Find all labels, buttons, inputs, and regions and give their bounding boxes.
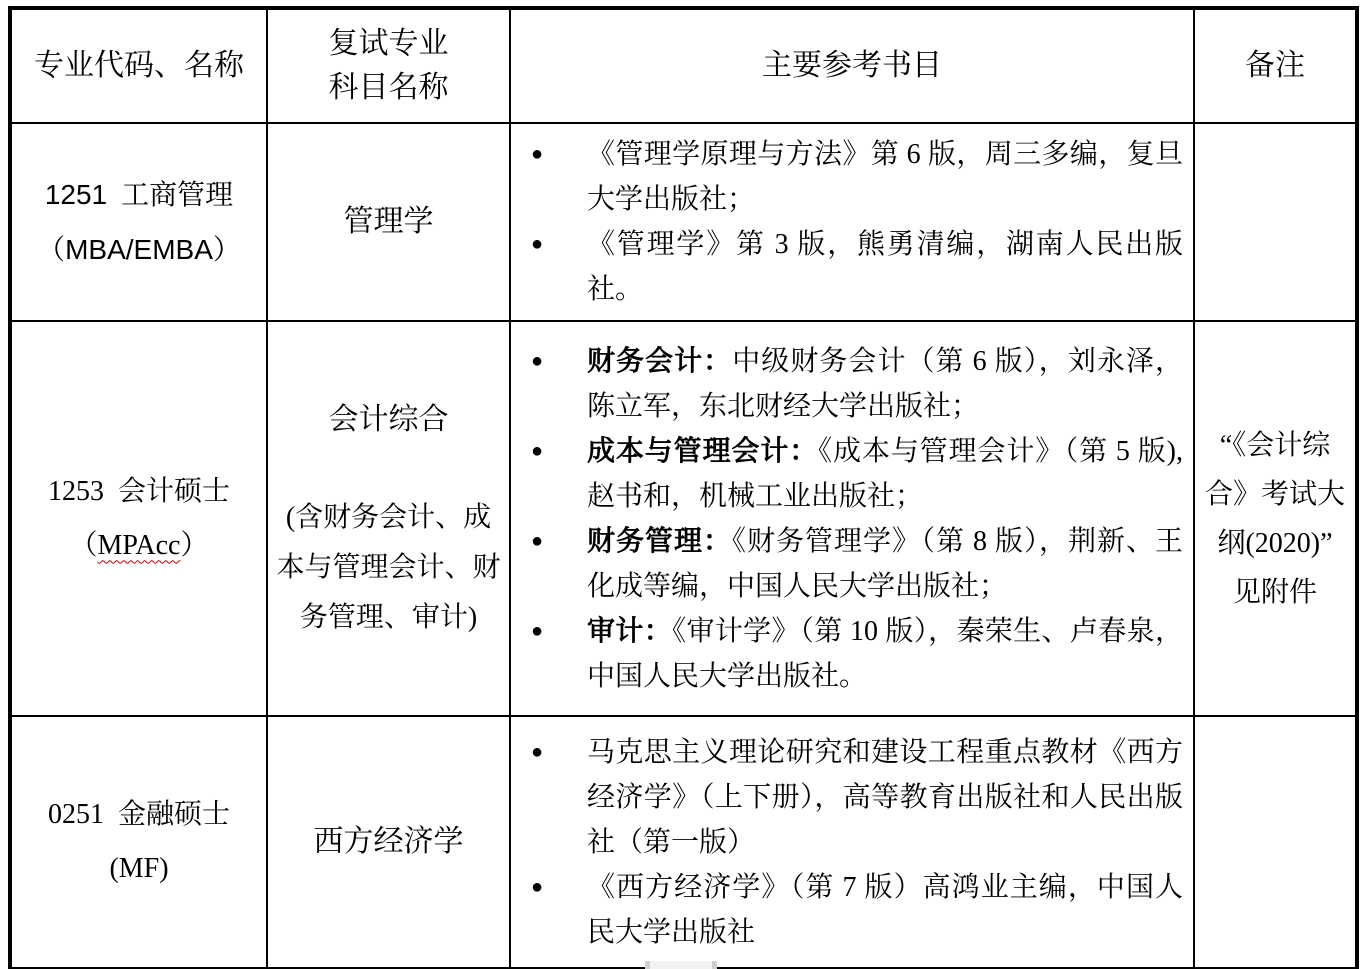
book-list-item [531, 730, 1183, 865]
book-text: 《审计学》（第 10 版），秦荣生、卢春泉，中国人民大学出版社。 [587, 615, 1183, 692]
major-code-cell [10, 716, 267, 969]
exam-subject-note-line: 务管理、审计) [299, 601, 478, 633]
col-header-exam-subject [267, 8, 510, 123]
exam-subject-note-line: (含财务会计、成 [285, 501, 492, 533]
major-code-line1: 1251 工商管理 [44, 178, 234, 211]
book-label: 财务管理： [587, 525, 732, 557]
bullet-icon: ● [531, 529, 544, 552]
col-header-reference-books: 主要参考书目 [510, 8, 1194, 123]
exam-subject-note-line: 本与管理会计、财 [276, 551, 501, 583]
reference-books-cell [510, 123, 1194, 321]
exam-subject-cell [267, 321, 510, 716]
remarks-line: 见附件 [1232, 576, 1317, 608]
book-list-item [531, 222, 1183, 312]
book-list-item [531, 609, 1183, 699]
major-code-line2: （MPAcc） [69, 529, 209, 561]
book-list-item [531, 339, 1183, 429]
bullet-icon: ● [531, 619, 544, 642]
book-text: 《西方经济学》（第 7 版）高鸿业主编，中国人民大学出版社 [587, 871, 1183, 948]
book-label: 财务会计： [587, 345, 733, 377]
header-row [10, 8, 1357, 123]
table-row [10, 321, 1357, 716]
major-code-cell [10, 123, 267, 321]
major-code-line2: （MBA/EMBA） [37, 233, 241, 265]
remarks-line: 纲(2020)” [1217, 527, 1333, 559]
book-text: 《管理学原理与方法》第 6 版，周三多编，复旦大学出版社； [587, 139, 1183, 215]
book-label: 审计： [587, 615, 673, 647]
exam-subject-title: 管理学 [343, 205, 434, 238]
reference-books-cell [510, 716, 1194, 969]
book-text: 《成本与管理会计》（第 5 版), 赵书和，机械工业出版社； [587, 435, 1183, 512]
book-text: 马克思主义理论研究和建设工程重点教材《西方经济学》（上下册），高等教育出版社和人民出版社（第一版） [587, 736, 1183, 858]
spellcheck-underline: MPAcc [97, 529, 181, 561]
reference-books-table [8, 6, 1359, 969]
exam-subject-title: 西方经济学 [313, 825, 464, 858]
scrollbar-thumb-cap [712, 961, 717, 969]
horizontal-scrollbar-thumb[interactable] [645, 961, 717, 969]
book-label: 成本与管理会计： [587, 435, 819, 467]
table-row [10, 123, 1357, 321]
book-list-item [531, 865, 1183, 955]
bullet-icon: ● [531, 233, 544, 255]
major-code-line1: 1253 会计硕士 [47, 475, 230, 507]
remarks-line: 合》考试大 [1204, 478, 1345, 510]
remarks-cell [1194, 716, 1357, 969]
col-header-remarks: 备注 [1194, 8, 1357, 123]
col-header-exam-subject-line1: 复试专业 [328, 27, 449, 60]
book-text: 《财务管理学》（第 8 版），荆新、王化成等编，中国人民大学出版社； [587, 525, 1183, 602]
reference-books-cell [510, 321, 1194, 716]
remarks-cell [1194, 321, 1357, 716]
major-code-line1: 0251 金融硕士 [47, 799, 230, 830]
book-text: 《管理学》第 3 版，熊勇清编，湖南人民出版社。 [587, 229, 1183, 305]
exam-subject-title: 会计综合 [328, 402, 449, 436]
major-code-cell [10, 321, 267, 716]
bullet-icon: ● [531, 349, 544, 372]
book-text: 中级财务会计（第 6 版），刘永泽，陈立军，东北财经大学出版社； [587, 345, 1183, 422]
col-header-exam-subject-line2: 科目名称 [328, 71, 449, 104]
scrollbar-thumb-cap [645, 961, 650, 969]
bullet-icon: ● [531, 439, 544, 462]
remarks-cell [1194, 123, 1357, 321]
bullet-icon: ● [531, 875, 544, 898]
major-code-line2: (MF) [109, 853, 169, 884]
book-list-item [531, 132, 1183, 222]
remarks-line: “《会计综 [1219, 429, 1331, 461]
exam-subject-cell [267, 716, 510, 969]
col-header-major-code: 专业代码、名称 [10, 8, 267, 123]
table-row [10, 716, 1357, 969]
bullet-icon: ● [531, 143, 544, 165]
book-list-item [531, 519, 1183, 609]
bullet-icon: ● [531, 740, 544, 763]
exam-subject-cell [267, 123, 510, 321]
book-list-item [531, 429, 1183, 519]
